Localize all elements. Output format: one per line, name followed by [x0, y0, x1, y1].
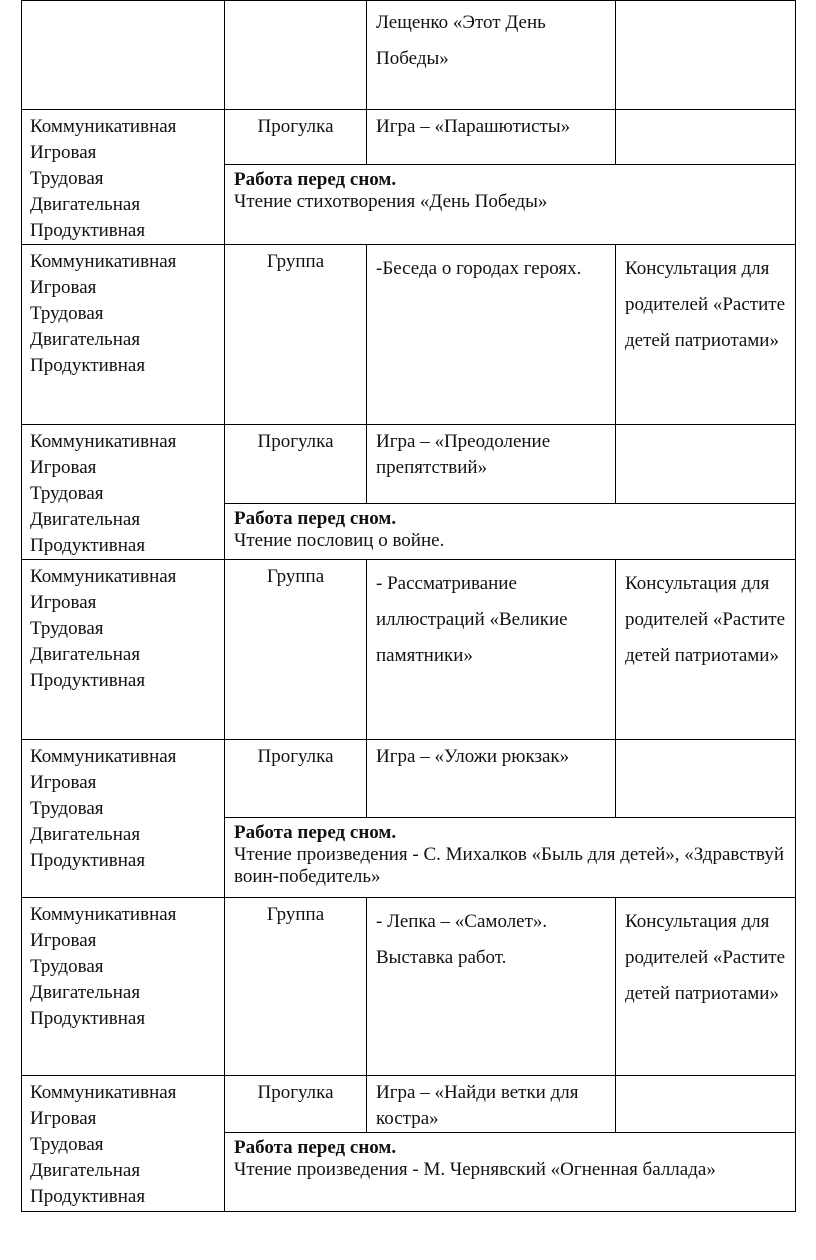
area-label: Трудовая — [30, 1134, 104, 1155]
sleep-work-text: Чтение пословиц о войне. — [234, 530, 445, 551]
sleep-work-cell — [225, 504, 796, 560]
parents-cell — [616, 740, 796, 818]
area-label: Коммуникативная — [30, 431, 177, 452]
area-label: Продуктивная — [30, 220, 146, 241]
area-label: Коммуникативная — [30, 904, 177, 925]
table-row — [22, 425, 796, 504]
area-label: Трудовая — [30, 483, 104, 504]
areas-cell — [22, 245, 225, 425]
sleep-work-cell — [225, 1133, 796, 1212]
area-label: Двигательная — [30, 194, 141, 215]
activity-cell: -Беседа о городах героях. — [367, 245, 616, 425]
parents-cell — [616, 1076, 796, 1133]
table-row — [22, 560, 796, 740]
table-row — [22, 245, 796, 425]
parents-cell: Консультация для родителей «Растите детей патриотами» — [616, 560, 796, 740]
area-label: Коммуникативная — [30, 251, 177, 272]
area-label: Двигательная — [30, 329, 141, 350]
area-label: Продуктивная — [30, 850, 146, 871]
area-label: Коммуникативная — [30, 1082, 177, 1103]
area-label: Двигательная — [30, 982, 141, 1003]
place-cell: Прогулка — [225, 110, 367, 165]
table-row — [22, 1, 796, 110]
area-label: Трудовая — [30, 303, 104, 324]
place-cell: Группа — [225, 560, 367, 740]
area-label: Игровая — [30, 930, 97, 951]
table-row — [22, 898, 796, 1076]
area-label: Трудовая — [30, 168, 104, 189]
areas-cell — [22, 110, 225, 245]
place-cell: Прогулка — [225, 1076, 367, 1133]
place-cell: Прогулка — [225, 740, 367, 818]
activity-cell: - Рассматривание иллюстраций «Великие памятники» — [367, 560, 616, 740]
activity-cell — [367, 1, 616, 110]
parents-cell: Консультация для родителей «Растите детей патриотами» — [616, 245, 796, 425]
parents-cell — [616, 110, 796, 165]
area-label: Продуктивная — [30, 1008, 146, 1029]
area-label: Игровая — [30, 772, 97, 793]
area-label: Трудовая — [30, 618, 104, 639]
activity-cell: Игра – «Парашютисты» — [367, 110, 616, 165]
area-label: Игровая — [30, 592, 97, 613]
sleep-work-title: Работа перед сном. — [234, 508, 397, 529]
activity-cell: Игра – «Преодоление препятствий» — [367, 425, 616, 504]
parents-cell — [616, 1, 796, 110]
area-label: Трудовая — [30, 798, 104, 819]
areas-cell — [22, 1, 225, 110]
parents-cell: Консультация для родителей «Растите детей патриотами» — [616, 898, 796, 1076]
sleep-work-cell — [225, 164, 796, 244]
area-label: Игровая — [30, 457, 97, 478]
areas-cell — [22, 1076, 225, 1212]
areas-cell — [22, 740, 225, 898]
place-cell — [225, 1, 367, 110]
area-label: Игровая — [30, 1108, 97, 1129]
area-label: Трудовая — [30, 956, 104, 977]
area-label: Коммуникативная — [30, 746, 177, 767]
area-label: Коммуникативная — [30, 566, 177, 587]
sleep-work-text: Чтение произведения - М. Чернявский «Огненная баллада» — [234, 1159, 716, 1180]
table-row — [22, 1076, 796, 1133]
sleep-work-text: Чтение произведения - С. Михалков «Быль для детей», «Здравствуй воин-победитель» — [234, 844, 784, 887]
sleep-work-text: Чтение стихотворения «День Победы» — [234, 190, 548, 212]
area-label: Продуктивная — [30, 535, 146, 556]
sleep-work-title: Работа перед сном. — [234, 168, 397, 190]
plan-table — [21, 0, 796, 1212]
activity-text: Лещенко «Этот День Победы» — [376, 12, 546, 69]
activity-cell: - Лепка – «Самолет». Выставка работ. — [367, 898, 616, 1076]
place-cell: Группа — [225, 898, 367, 1076]
area-label: Коммуникативная — [30, 116, 177, 137]
sleep-work-title: Работа перед сном. — [234, 822, 397, 843]
area-label: Двигательная — [30, 824, 141, 845]
areas-cell — [22, 425, 225, 560]
sleep-work-title: Работа перед сном. — [234, 1137, 397, 1158]
activity-cell: Игра – «Уложи рюкзак» — [367, 740, 616, 818]
area-label: Продуктивная — [30, 355, 146, 376]
area-label: Игровая — [30, 277, 97, 298]
activity-cell: Игра – «Найди ветки для костра» — [367, 1076, 616, 1133]
area-label: Двигательная — [30, 509, 141, 530]
sleep-work-cell — [225, 818, 796, 898]
place-cell: Прогулка — [225, 425, 367, 504]
area-label: Продуктивная — [30, 1186, 146, 1207]
parents-cell — [616, 425, 796, 504]
area-label: Двигательная — [30, 1160, 141, 1181]
place-cell: Группа — [225, 245, 367, 425]
area-label: Игровая — [30, 142, 97, 163]
area-label: Продуктивная — [30, 670, 146, 691]
table-row — [22, 740, 796, 818]
table-row — [22, 110, 796, 165]
areas-cell — [22, 560, 225, 740]
area-label: Двигательная — [30, 644, 141, 665]
areas-cell — [22, 898, 225, 1076]
